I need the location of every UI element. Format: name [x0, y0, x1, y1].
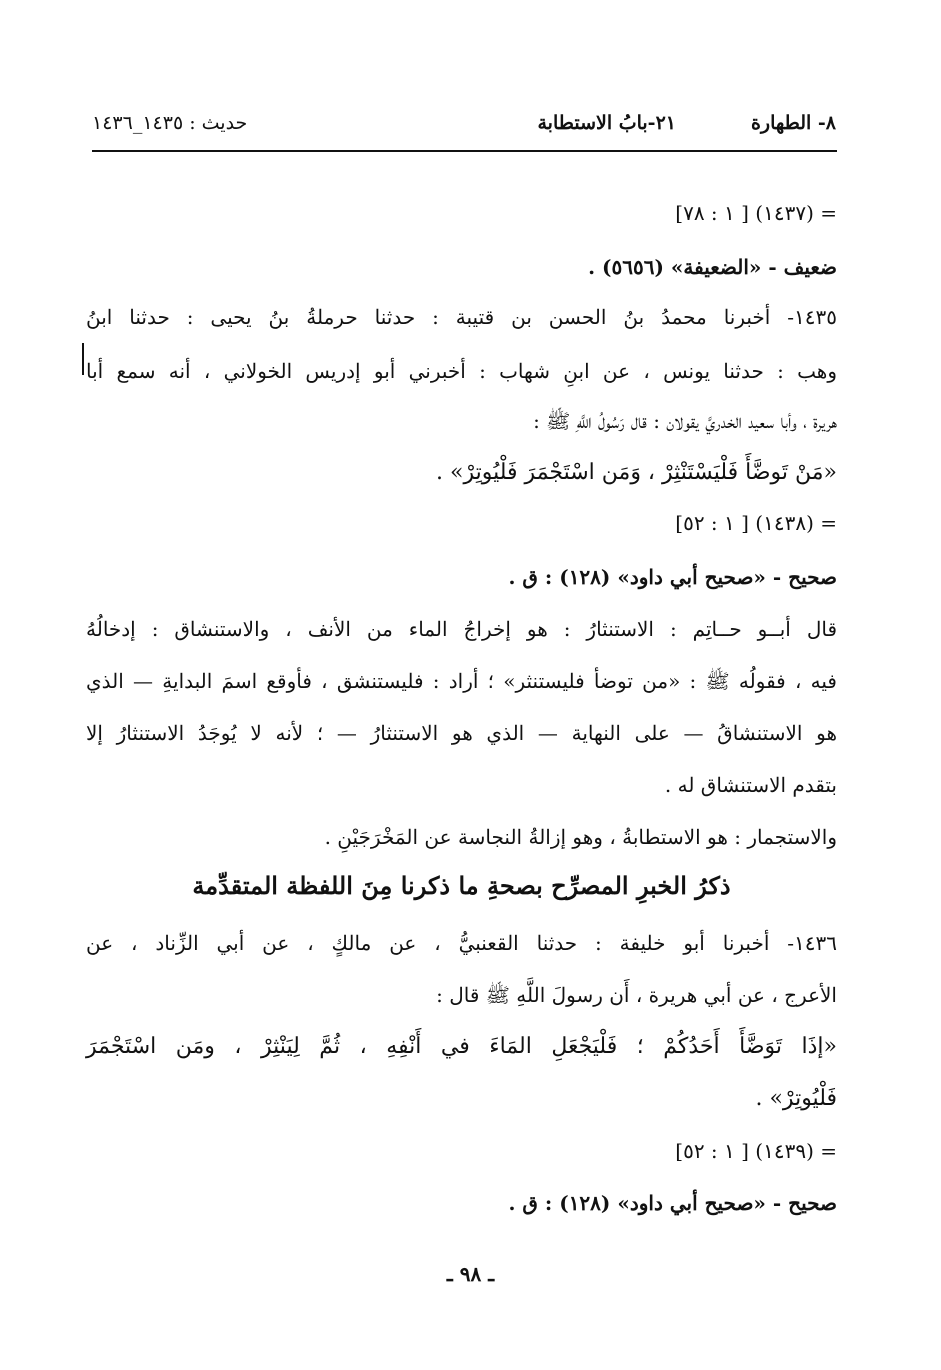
header-chapter: ٨- الطهارة — [750, 112, 836, 134]
grading-line: صحيح - «صحيح أبي داود» (١٢٨) : ق . — [508, 565, 837, 589]
header-hadith-range: حديث : ١٤٣٥_١٤٣٦ — [92, 112, 248, 134]
grading-line: صحيح - «صحيح أبي داود» (١٢٨) : ق . — [508, 1191, 837, 1215]
section-heading: ذكرُ الخبرِ المصرِّح بصحةِ ما ذكرنا مِنَ اللفظة المتقدِّمة — [192, 871, 731, 900]
hadith-1436-matn-line-1: «إذَا تَوَضَّأَ أَحَدُكُمْ ؛ فَلْيَجْعَلِ المَاءَ في أَنْفِهِ ، ثُمَّ لِيَنْثِرْ ، ومَن اسْتَجْمَرَ — [86, 1034, 837, 1059]
commentary-line-2: فيه ، فقولُه ﷺ : «من توضأ فليستنثر» ؛ أراد : فليستنشق ، فأوقع اسمَ البدايةِ — الذي — [86, 669, 837, 693]
commentary-line-3: هو الاستنشاقُ — على النهاية — الذي هو الاستنثارُ — ؛ لأنه لا يُوجَدُ الاستنثارُ إلا — [86, 721, 837, 745]
header-rule — [92, 150, 837, 152]
hadith-1436-line-2: الأعرج ، عن أبي هريرة ، أَن رسولَ اللَّهِ ﷺ قال : — [436, 983, 837, 1007]
takhrij-line: = (١٤٣٩) [ ١ : ٥٢] — [675, 1139, 837, 1163]
page-number: ـ ٩٨ ـ — [446, 1262, 495, 1286]
hadith-1436-matn-line-2: فَلْيُوتِرْ» . — [755, 1086, 837, 1111]
takhrij-line: = (١٤٣٧) [ ١ : ٧٨] — [675, 201, 837, 225]
hadith-1435-line-3: هريرة ، وأبا سعيد الخدريَّ يقولان : قال رَسُولُ اللَّهِ ﷺ : — [533, 409, 837, 433]
hadith-1435-line-2: وهب : حدثنا يونس ، عن ابنِ شهاب : أخبرني أبو إدريس الخولاني ، أنه سمع أبا — [86, 359, 837, 383]
takhrij-line: = (١٤٣٨) [ ١ : ٥٢] — [675, 511, 837, 535]
hadith-1435-line-1: ١٤٣٥- أخبرنا محمدُ بنُ الحسن بن قتيبة : حدثنا حرملةُ بنُ يحيى : حدثنا ابنُ — [86, 305, 837, 329]
grading-line: ضعيف - «الضعيفة» (٥٦٥٦) . — [588, 255, 837, 279]
commentary-line-4: بتقدم الاستنشاق له . — [664, 773, 837, 797]
hadith-1436-line-1: ١٤٣٦- أخبرنا أبو خليفة : حدثنا القعنبيُّ ، عن مالكٍ ، عن أبي الزِّناد ، عن — [86, 931, 837, 955]
margin-mark — [82, 343, 84, 375]
commentary-line-1: قال أبــو حــاتِم : الاستنثارُ : هو إخراجُ الماء من الأنف ، والاستنشاق : إدخالُهُ — [86, 617, 837, 641]
hadith-1435-matn: «مَنْ تَوضَّأَ فَلْيَسْتَنْثِرْ ، وَمَن اسْتَجْمَرَ فَلْيُوتِرْ» . — [436, 460, 837, 485]
header-section: ٢١-بابُ الاستطابة — [537, 112, 676, 134]
commentary-line-5: والاستجمار : هو الاستطابةُ ، وهو إزالةُ النجاسة عن المَخْرَجَيْنِ . — [324, 825, 837, 849]
